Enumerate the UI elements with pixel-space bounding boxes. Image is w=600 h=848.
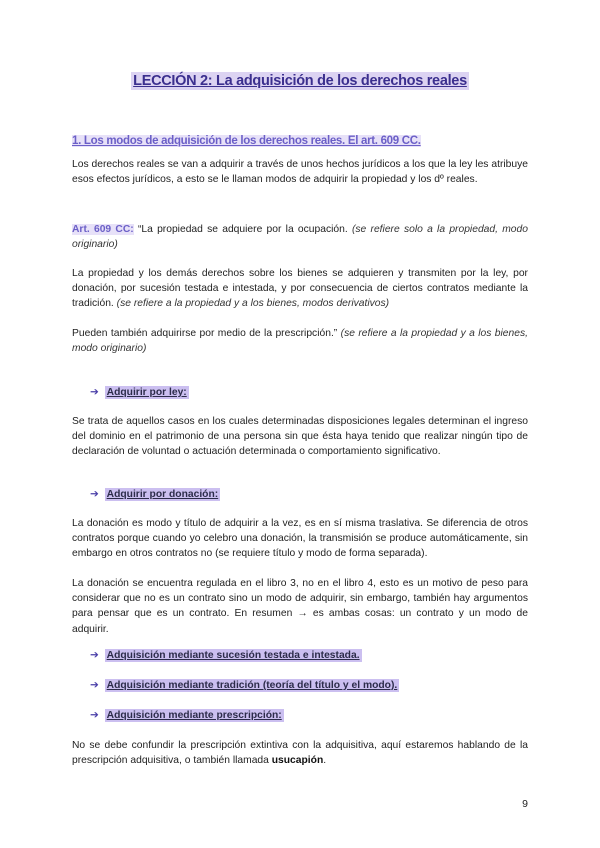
bullet-sucesion (90, 648, 362, 663)
page-number: 9 (522, 798, 528, 810)
bullet-tradicion-label: Adquisición mediante tradición (teoría del título y el modo). (106, 680, 398, 691)
bullet-donacion (90, 487, 220, 502)
paragraph-2-text: La propiedad y los demás derechos sobre los bienes se adquieren y transmiten por la ley, por donación, por sucesión testada e intestada, y por consecuencia de ciertos contratos mediante la tradición. (72, 268, 528, 310)
paragraph-3-text: Pueden también adquirirse por medio de la prescripción.” (72, 328, 341, 339)
bullet-ley (90, 385, 189, 400)
article-quote: “La propiedad se adquiere por la ocupación. (133, 224, 352, 235)
usucapion-term: usucapión (271, 755, 324, 767)
donacion-paragraph-2 (72, 576, 528, 637)
article-reference: Art. 609 CC: (72, 224, 134, 235)
lesson-title (0, 73, 600, 89)
bullet-donacion-label: Adquirir por donación: (106, 489, 219, 500)
intro-text: Los derechos reales se van a adquirir a través de unos hechos jurídicos a los que la ley les atribuye esos efectos jurídicos, a esto se le llaman modos de adquirir la propiedad y los dº reales. (72, 159, 528, 186)
arrow-icon: ➔ (90, 489, 99, 500)
bullet-prescripcion-label: Adquisición mediante prescripción: (106, 710, 282, 721)
section-heading (72, 135, 421, 147)
paragraph-2 (72, 266, 528, 312)
prescripcion-text-end: . (323, 755, 327, 767)
bullet-sucesion-label: Adquisición mediante sucesión testada e intestada. (106, 650, 360, 661)
donacion-text-2: La donación se encuentra regulada en el libro 3, no en el libro 4, esto es un motivo de peso para considerar que no es un contrato sino un modo de adquirir, sin embargo, también hay argumentos para pensar que es un contrato. En resumen → es ambas cosas: un contrato y un modo de adquirir. (72, 578, 528, 635)
bullet-tradicion (90, 678, 399, 693)
ley-paragraph (72, 414, 528, 460)
intro-paragraph (72, 157, 528, 187)
arrow-icon: ➔ (90, 387, 99, 398)
paragraph-3-note: (se refiere a la propiedad y a los bienes, modo originario) (72, 328, 528, 355)
lesson-title-text: LECCIÓN 2: La adquisición de los derechos reales (133, 73, 467, 89)
arrow-icon: ➔ (90, 650, 99, 661)
bullet-ley-label: Adquirir por ley: (106, 387, 187, 398)
ley-text: Se trata de aquellos casos en los cuales determinadas disposiciones legales determinan el ingreso del dominio en el patrimonio de una persona sin que ésta haya tenido que realizar ningún tipo de declaración de voluntad o actuación determinada o comportamiento significativo. (72, 416, 528, 458)
paragraph-3 (72, 326, 528, 356)
prescripcion-paragraph (72, 738, 528, 768)
donacion-text-1: La donación es modo y título de adquirir a la vez, es en sí misma traslativa. Se diferencia de otros contratos porque cuando yo celebro una donación, la transmisión se produce automáticamente, sin embargo en otros contratos no (se requiere título y modo de forma separada). (72, 518, 528, 560)
arrow-icon: ➔ (90, 710, 99, 721)
donacion-paragraph-1 (72, 516, 528, 562)
article-note: (se refiere solo a la propiedad, modo originario) (72, 224, 528, 251)
bullet-prescripcion (90, 708, 284, 723)
section-heading-text: 1. Los modos de adquisición de los derechos reales. El art. 609 CC. (72, 135, 421, 147)
art609-paragraph (72, 222, 528, 252)
paragraph-2-note: (se refiere a la propiedad y a los bienes, modos derivativos) (116, 298, 390, 310)
arrow-icon: ➔ (90, 680, 99, 691)
prescripcion-text: No se debe confundir la prescripción extintiva con la adquisitiva, aquí estaremos hablando de la prescripción adquisitiva, o también llamada (72, 740, 528, 767)
